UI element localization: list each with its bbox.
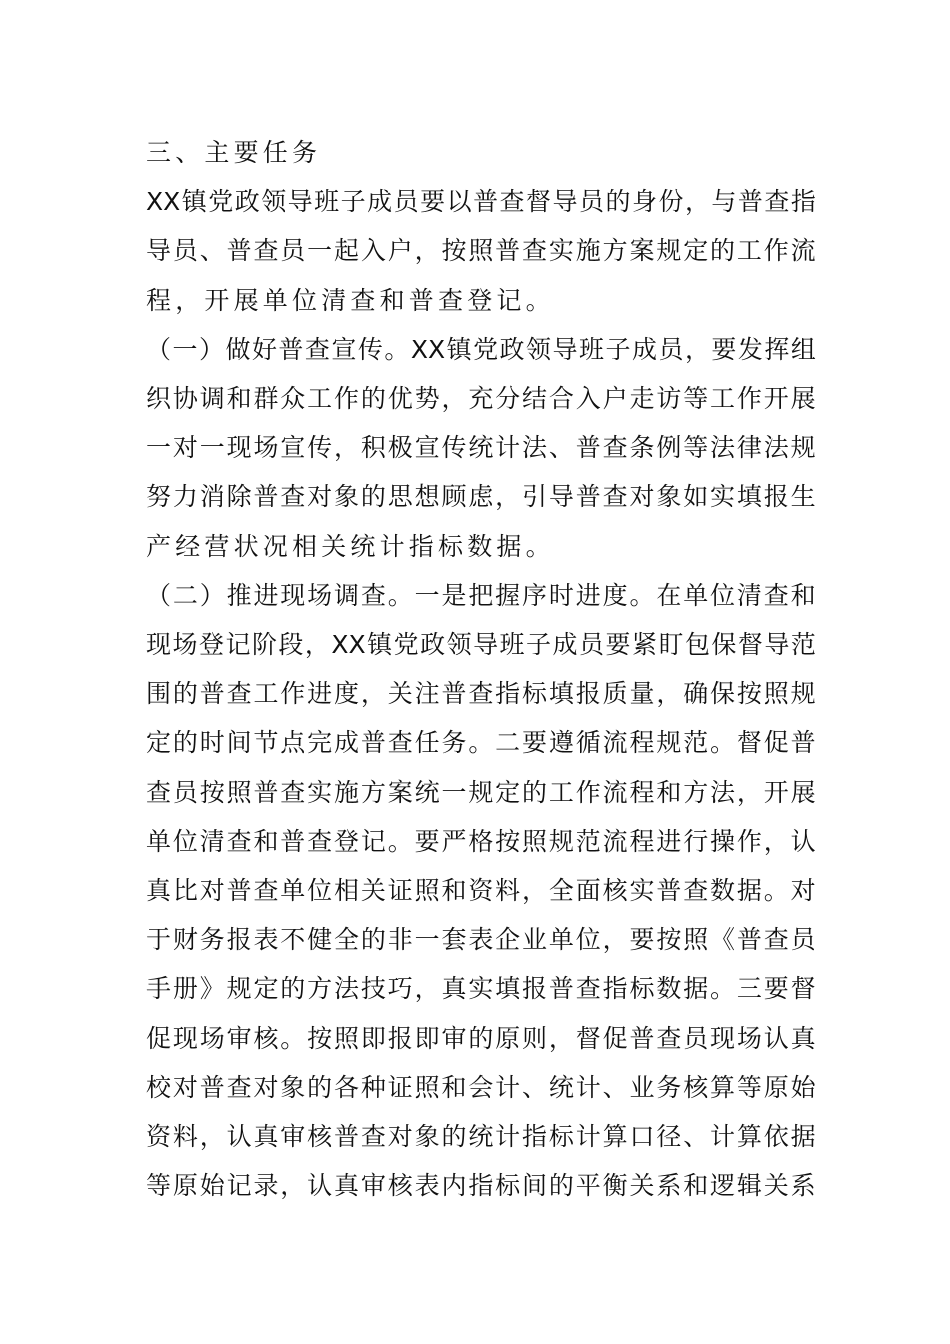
text-line: XX 镇 党 政 领 导 班 子 成 员 要 以 普 查 督 导 员 的 身 份 ， 与 普 查 指: [146, 187, 816, 217]
text-line: 等 原 始 记 录 ， 认 真 审 核 表 内 指 标 间 的 平 衡 关 系 和 逻 辑 关 系: [146, 1171, 816, 1201]
text-line: 促 现 场 审 核 。 按 照 即 报 即 审 的 原 则 ， 督 促 普 查 员 现 场 认 真: [146, 1023, 816, 1053]
text-line: 于 财 务 报 表 不 健 全 的 非 一 套 表 企 业 单 位 ， 要 按 照 《 普 查 员: [146, 925, 816, 955]
text-line: 产经营状况相关统计指标数据。: [146, 531, 555, 561]
text-line: 资 料 ， 认 真 审 核 普 查 对 象 的 统 计 指 标 计 算 口 径 、 计 算 依 据: [146, 1122, 816, 1151]
text-line: 织 协 调 和 群 众 工 作 的 优 势 ， 充 分 结 合 入 户 走 访 等 工 作 开 展: [146, 384, 816, 413]
text-line: 导 员 、 普 查 员 一 起 入 户 ， 按 照 普 查 实 施 方 案 规 定 的 工 作 流: [146, 236, 816, 266]
text-line: 现 场 登 记 阶 段 ， XX 镇 党 政 领 导 班 子 成 员 要 紧 盯 包 保 督 导 范: [146, 630, 816, 659]
text-line: 单 位 清 查 和 普 查 登 记 。 要 严 格 按 照 规 范 流 程 进 行 操 作 ， 认: [146, 826, 816, 856]
text-line: 校 对 普 查 对 象 的 各 种 证 照 和 会 计 、 统 计 、 业 务 核 算 等 原 始: [146, 1072, 816, 1102]
text-line: 定 的 时 间 节 点 完 成 普 查 任 务 。 二 要 遵 循 流 程 规 范 。 督 促 普: [146, 728, 816, 758]
text-line: 查 员 按 照 普 查 实 施 方 案 统 一 规 定 的 工 作 流 程 和 方 法 ， 开 展: [146, 777, 816, 807]
text-line: 围 的 普 查 工 作 进 度 ， 关 注 普 查 指 标 填 报 质 量 ， 确 保 按 照 规: [146, 679, 816, 709]
section-heading: 三、主要任务: [146, 138, 322, 167]
text-line: 努 力 消 除 普 查 对 象 的 思 想 顾 虑 ， 引 导 普 查 对 象 如 实 填 报 生: [146, 482, 816, 512]
text-line: （ 二 ） 推 进 现 场 调 查 。 一 是 把 握 序 时 进 度 。 在 单 位 清 查 和: [146, 580, 816, 610]
text-line: （ 一 ） 做 好 普 查 宣 传 。 XX 镇 党 政 领 导 班 子 成 员 ， 要 发 挥 组: [146, 334, 816, 364]
text-line: 一 对 一 现 场 宣 传 ， 积 极 宣 传 统 计 法 、 普 查 条 例 等 法 律 法 规: [146, 433, 816, 463]
text-line: 手 册 》 规 定 的 方 法 技 巧 ， 真 实 填 报 普 查 指 标 数 据 。 三 要 督: [146, 974, 816, 1004]
text-line: 真 比 对 普 查 单 位 相 关 证 照 和 资 料 ， 全 面 核 实 普 查 数 据 。 对: [146, 876, 816, 905]
text-line: 程，开展单位清查和普查登记。: [146, 285, 555, 315]
